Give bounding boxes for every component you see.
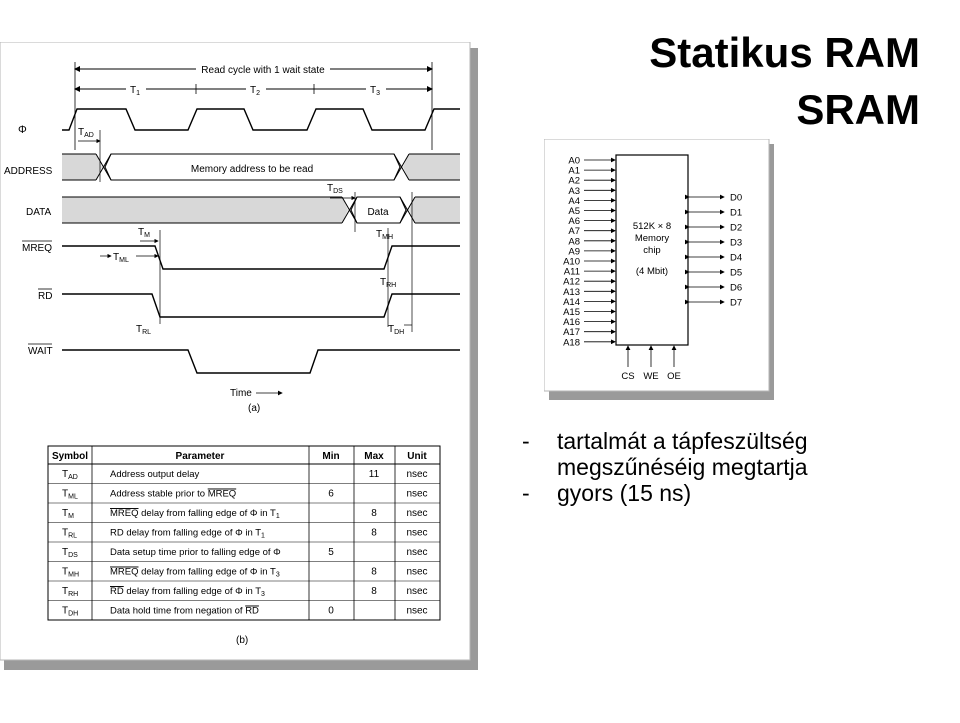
data-pin-label: D5 [730,267,743,279]
row-min: 0 [328,605,334,617]
bullet-line: gyors (15 ns) [557,480,692,506]
address-pin-label: A3 [568,185,580,197]
row-parameter: Address stable prior to MREQ [110,488,237,500]
row-parameter: RD delay from falling edge of Φ in $T_1$ [110,527,265,540]
row-max: 8 [371,586,377,597]
chip-label-memory: Memory [634,233,670,244]
th-unit: Unit [407,451,427,462]
slide-title-line2: SRAM [796,86,920,133]
row-symbol: $T_{AD}$ [62,469,78,481]
row-unit: nsec [406,508,428,519]
row-max: 8 [371,527,377,539]
caption-b: (b) [236,635,249,646]
parameter-table [48,446,440,620]
address-pin-label: A10 [563,256,580,268]
signal-phi: Φ [18,124,27,136]
row-parameter: MREQ delay from falling edge of Φ in $T_3$ [110,566,280,579]
address-pin-label: A15 [563,307,580,318]
row-parameter: Data setup time prior to falling edge of Φ [110,547,281,558]
address-pin-label: A16 [563,317,580,329]
bullet-list [522,428,942,506]
address-pin-label: A17 [563,327,580,339]
address-pin-label: A1 [568,165,580,177]
address-pin-label: A12 [563,276,580,288]
data-text: Data [367,207,389,218]
timing-svg [0,42,478,670]
period-t1: $T_1$ [130,85,141,97]
bullet-line: megszűnéséig megtartja [557,454,808,480]
address-pin-label: A9 [568,246,580,258]
row-symbol: $T_{DH}$ [62,605,79,618]
row-min: 5 [328,547,334,558]
address-pin-label: A0 [568,155,580,167]
data-pin-label: D6 [730,282,743,294]
address-pin-label: A8 [568,236,580,248]
caption-a: (a) [248,403,261,414]
slide-title-line1: Statikus RAM [649,29,920,76]
address-text: Memory address to be read [190,164,314,175]
address-pin-label: A13 [563,286,580,298]
row-max: 8 [371,508,377,519]
row-unit: nsec [406,527,428,539]
address-pin-label: A7 [568,226,580,238]
row-parameter: MREQ delay from falling edge of Φ in $T_1$ [110,508,280,520]
signal-rd: RD [38,291,53,302]
row-max: 8 [371,566,377,578]
row-unit: nsec [406,586,428,597]
row-max: 11 [368,469,380,480]
ann-tad: $T_{AD}$ [78,127,94,139]
row-parameter: Address output delay [110,469,200,480]
row-symbol: $T_{RL}$ [62,527,78,540]
ann-tdh: $T_{DH}$ [388,324,405,336]
ann-trl: $T_{RL}$ [136,324,152,336]
bullet-line: tartalmát a tápfeszültség [557,428,808,454]
bullet-item [522,480,942,506]
row-unit: nsec [406,469,428,480]
address-pin-label: A6 [568,216,580,228]
address-pin-label: A4 [568,195,580,207]
th-min: Min [322,451,340,462]
signal-mreq: MREQ [22,243,52,254]
data-pin-label: D4 [730,252,743,264]
data-pin-label: D1 [730,207,743,219]
row-symbol: $T_{ML}$ [62,488,78,501]
chip-label-size: 512K × 8 [632,221,672,232]
th-parameter: Parameter [175,451,225,462]
address-pin-label: A2 [568,175,580,187]
data-pin-label: D2 [730,222,743,234]
row-min: 6 [328,488,334,500]
row-unit: nsec [406,488,428,500]
bullet-item [522,428,942,480]
timing-figure [0,42,478,670]
row-symbol: $T_{RH}$ [62,586,79,598]
bullet-dash: - [522,428,530,454]
row-unit: nsec [406,605,428,617]
th-max: Max [364,451,384,462]
row-unit: nsec [406,547,428,558]
ann-tm: $T_M$ [138,227,150,239]
control-pin-label: CS [621,371,635,382]
row-unit: nsec [406,566,428,578]
bullet-dash: - [522,480,530,506]
row-symbol: $T_{DS}$ [62,547,78,559]
chip-label-chip: chip [643,245,661,256]
row-parameter: RD delay from falling edge of Φ in $T_3$ [110,586,265,598]
th-symbol: Symbol [51,451,89,462]
address-pin-label: A14 [563,296,580,308]
row-symbol: $T_{MH}$ [62,566,79,579]
signal-address: ADDRESS [4,166,53,177]
memory-chip-figure [544,139,774,400]
row-parameter: Data hold time from negation of RD [110,605,259,617]
address-pin-label: A5 [568,206,580,217]
signal-wait: WAIT [28,346,53,357]
ann-trh: $T_{RH}$ [380,277,397,289]
row-symbol: $T_M$ [62,508,74,520]
ann-tml: $T_{ML}$ [113,252,129,264]
signal-data: DATA [26,207,52,218]
data-pin-label: D3 [730,237,743,249]
chip-svg [544,139,774,400]
read-cycle-label: Read cycle with 1 wait state [201,65,325,76]
control-pin-label: WE [643,371,659,382]
ann-tmh: $T_{MH}$ [376,229,393,241]
address-pin-label: A11 [563,266,580,278]
time-label: Time [230,388,252,399]
data-pin-label: D7 [730,297,743,309]
ann-tds: $T_{DS}$ [327,183,343,195]
period-t2: $T_2$ [250,85,261,97]
data-pin-label: D0 [730,192,743,204]
address-pin-label: A18 [563,337,580,349]
control-pin-label: OE [667,371,681,382]
period-t3: $T_3$ [370,85,381,97]
chip-label-capacity: (4 Mbit) [635,266,669,277]
